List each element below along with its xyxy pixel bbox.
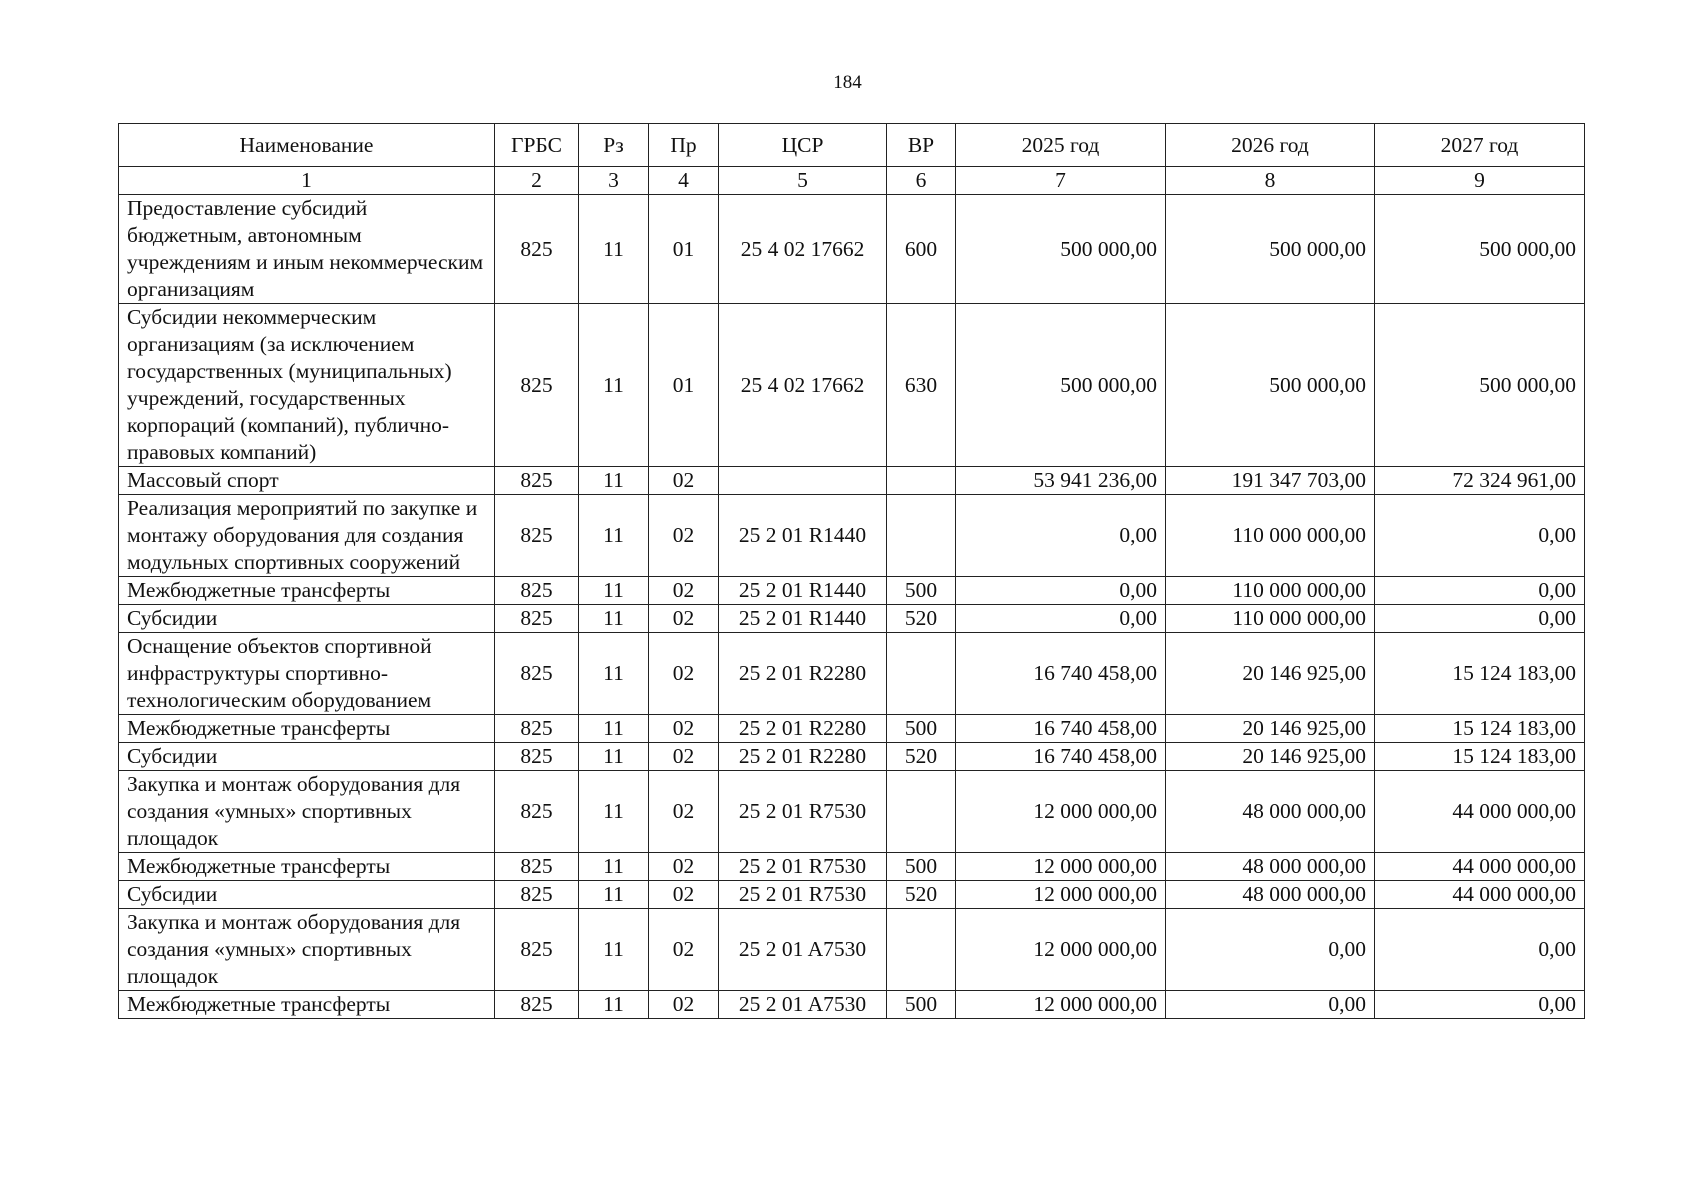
cell-name: Субсидии некоммерческим организациям (за исключением государственных (муниципальных) учреждений, государственных корпораций (компаний), публично-правовых компаний) — [119, 304, 495, 467]
cell-rz: 11 — [579, 909, 649, 991]
cell-vr: 520 — [887, 743, 956, 771]
cell-2027: 72 324 961,00 — [1375, 467, 1585, 495]
cell-2027: 0,00 — [1375, 495, 1585, 577]
column-number: 4 — [649, 167, 719, 195]
cell-vr — [887, 467, 956, 495]
cell-pr: 02 — [649, 771, 719, 853]
cell-2026: 20 146 925,00 — [1166, 715, 1375, 743]
cell-2027: 15 124 183,00 — [1375, 633, 1585, 715]
cell-2025: 12 000 000,00 — [956, 909, 1166, 991]
cell-rz: 11 — [579, 467, 649, 495]
cell-2026: 20 146 925,00 — [1166, 743, 1375, 771]
table-row — [119, 633, 1585, 715]
cell-2025: 500 000,00 — [956, 304, 1166, 467]
column-number: 1 — [119, 167, 495, 195]
cell-rz: 11 — [579, 195, 649, 304]
table-row — [119, 605, 1585, 633]
cell-pr: 02 — [649, 853, 719, 881]
table-row — [119, 195, 1585, 304]
cell-pr: 02 — [649, 495, 719, 577]
cell-vr: 500 — [887, 715, 956, 743]
cell-grbs: 825 — [495, 495, 579, 577]
column-number: 8 — [1166, 167, 1375, 195]
cell-csr: 25 2 01 R2280 — [719, 743, 887, 771]
cell-name: Реализация мероприятий по закупке и монтажу оборудования для создания модульных спортивных сооружений — [119, 495, 495, 577]
cell-2026: 110 000 000,00 — [1166, 605, 1375, 633]
cell-csr: 25 2 01 R2280 — [719, 715, 887, 743]
cell-2027: 15 124 183,00 — [1375, 743, 1585, 771]
cell-2027: 0,00 — [1375, 991, 1585, 1019]
cell-pr: 02 — [649, 881, 719, 909]
cell-csr — [719, 467, 887, 495]
column-number: 7 — [956, 167, 1166, 195]
cell-name: Закупка и монтаж оборудования для создания «умных» спортивных площадок — [119, 771, 495, 853]
header-row — [119, 124, 1585, 167]
table-row — [119, 909, 1585, 991]
cell-csr: 25 2 01 A7530 — [719, 909, 887, 991]
cell-2026: 500 000,00 — [1166, 195, 1375, 304]
cell-pr: 01 — [649, 304, 719, 467]
cell-grbs: 825 — [495, 633, 579, 715]
cell-rz: 11 — [579, 991, 649, 1019]
cell-vr: 500 — [887, 991, 956, 1019]
cell-grbs: 825 — [495, 909, 579, 991]
cell-rz: 11 — [579, 605, 649, 633]
cell-2026: 0,00 — [1166, 909, 1375, 991]
cell-2026: 191 347 703,00 — [1166, 467, 1375, 495]
table-row — [119, 715, 1585, 743]
header-vr: ВР — [887, 124, 956, 167]
table-row — [119, 743, 1585, 771]
column-number: 3 — [579, 167, 649, 195]
cell-pr: 02 — [649, 991, 719, 1019]
cell-csr: 25 2 01 R1440 — [719, 495, 887, 577]
table-row — [119, 881, 1585, 909]
cell-grbs: 825 — [495, 881, 579, 909]
cell-grbs: 825 — [495, 467, 579, 495]
cell-2027: 44 000 000,00 — [1375, 881, 1585, 909]
cell-pr: 01 — [649, 195, 719, 304]
cell-rz: 11 — [579, 715, 649, 743]
cell-2025: 0,00 — [956, 495, 1166, 577]
cell-rz: 11 — [579, 743, 649, 771]
cell-rz: 11 — [579, 633, 649, 715]
header-2026: 2026 год — [1166, 124, 1375, 167]
header-pr: Пр — [649, 124, 719, 167]
cell-csr: 25 4 02 17662 — [719, 195, 887, 304]
cell-pr: 02 — [649, 605, 719, 633]
table-row — [119, 467, 1585, 495]
cell-vr: 520 — [887, 605, 956, 633]
cell-csr: 25 2 01 R1440 — [719, 605, 887, 633]
cell-2026: 48 000 000,00 — [1166, 771, 1375, 853]
cell-name: Массовый спорт — [119, 467, 495, 495]
cell-rz: 11 — [579, 495, 649, 577]
table-body — [119, 167, 1585, 1019]
header-2027: 2027 год — [1375, 124, 1585, 167]
cell-2025: 0,00 — [956, 577, 1166, 605]
cell-pr: 02 — [649, 633, 719, 715]
header-grbs: ГРБС — [495, 124, 579, 167]
table-row — [119, 304, 1585, 467]
cell-2027: 500 000,00 — [1375, 304, 1585, 467]
cell-grbs: 825 — [495, 853, 579, 881]
cell-2025: 16 740 458,00 — [956, 633, 1166, 715]
cell-2025: 12 000 000,00 — [956, 881, 1166, 909]
table-row — [119, 495, 1585, 577]
column-number: 5 — [719, 167, 887, 195]
header-2025: 2025 год — [956, 124, 1166, 167]
cell-2027: 15 124 183,00 — [1375, 715, 1585, 743]
cell-vr — [887, 909, 956, 991]
column-number-row — [119, 167, 1585, 195]
cell-grbs: 825 — [495, 743, 579, 771]
cell-2026: 500 000,00 — [1166, 304, 1375, 467]
cell-pr: 02 — [649, 467, 719, 495]
header-csr: ЦСР — [719, 124, 887, 167]
cell-pr: 02 — [649, 715, 719, 743]
cell-vr: 630 — [887, 304, 956, 467]
cell-csr: 25 2 01 R7530 — [719, 771, 887, 853]
cell-2027: 44 000 000,00 — [1375, 771, 1585, 853]
table-row — [119, 853, 1585, 881]
cell-name: Оснащение объектов спортивной инфраструктуры спортивно-технологическим оборудованием — [119, 633, 495, 715]
cell-name: Субсидии — [119, 605, 495, 633]
cell-vr: 500 — [887, 853, 956, 881]
cell-grbs: 825 — [495, 195, 579, 304]
cell-csr: 25 2 01 A7530 — [719, 991, 887, 1019]
cell-rz: 11 — [579, 577, 649, 605]
cell-vr: 600 — [887, 195, 956, 304]
cell-vr — [887, 771, 956, 853]
table-row — [119, 991, 1585, 1019]
cell-2025: 12 000 000,00 — [956, 853, 1166, 881]
cell-pr: 02 — [649, 743, 719, 771]
table-row — [119, 577, 1585, 605]
cell-name: Межбюджетные трансферты — [119, 853, 495, 881]
header-rz: Рз — [579, 124, 649, 167]
table-row — [119, 771, 1585, 853]
cell-csr: 25 2 01 R7530 — [719, 853, 887, 881]
cell-2027: 0,00 — [1375, 577, 1585, 605]
cell-grbs: 825 — [495, 577, 579, 605]
cell-pr: 02 — [649, 909, 719, 991]
cell-2026: 110 000 000,00 — [1166, 495, 1375, 577]
budget-table — [118, 123, 1585, 1019]
cell-name: Субсидии — [119, 881, 495, 909]
cell-2026: 0,00 — [1166, 991, 1375, 1019]
column-number: 6 — [887, 167, 956, 195]
cell-2027: 0,00 — [1375, 605, 1585, 633]
cell-grbs: 825 — [495, 991, 579, 1019]
table-header — [119, 124, 1585, 167]
cell-csr: 25 2 01 R2280 — [719, 633, 887, 715]
cell-pr: 02 — [649, 577, 719, 605]
cell-2026: 110 000 000,00 — [1166, 577, 1375, 605]
cell-name: Субсидии — [119, 743, 495, 771]
cell-vr: 520 — [887, 881, 956, 909]
cell-2027: 0,00 — [1375, 909, 1585, 991]
header-name: Наименование — [119, 124, 495, 167]
cell-2026: 48 000 000,00 — [1166, 853, 1375, 881]
cell-name: Межбюджетные трансферты — [119, 715, 495, 743]
cell-vr — [887, 495, 956, 577]
cell-rz: 11 — [579, 881, 649, 909]
cell-2025: 53 941 236,00 — [956, 467, 1166, 495]
column-number: 9 — [1375, 167, 1585, 195]
cell-2025: 16 740 458,00 — [956, 715, 1166, 743]
page-number: 184 — [833, 72, 862, 93]
cell-grbs: 825 — [495, 715, 579, 743]
cell-vr — [887, 633, 956, 715]
cell-2026: 20 146 925,00 — [1166, 633, 1375, 715]
cell-grbs: 825 — [495, 605, 579, 633]
cell-name: Межбюджетные трансферты — [119, 577, 495, 605]
cell-rz: 11 — [579, 304, 649, 467]
cell-name: Предоставление субсидий бюджетным, автономным учреждениям и иным некоммерческим организациям — [119, 195, 495, 304]
cell-rz: 11 — [579, 771, 649, 853]
cell-name: Закупка и монтаж оборудования для создания «умных» спортивных площадок — [119, 909, 495, 991]
cell-grbs: 825 — [495, 304, 579, 467]
cell-2025: 12 000 000,00 — [956, 991, 1166, 1019]
cell-2027: 44 000 000,00 — [1375, 853, 1585, 881]
cell-2026: 48 000 000,00 — [1166, 881, 1375, 909]
cell-2025: 16 740 458,00 — [956, 743, 1166, 771]
cell-csr: 25 2 01 R7530 — [719, 881, 887, 909]
cell-2025: 500 000,00 — [956, 195, 1166, 304]
cell-name: Межбюджетные трансферты — [119, 991, 495, 1019]
cell-csr: 25 4 02 17662 — [719, 304, 887, 467]
cell-vr: 500 — [887, 577, 956, 605]
cell-2025: 0,00 — [956, 605, 1166, 633]
cell-grbs: 825 — [495, 771, 579, 853]
cell-rz: 11 — [579, 853, 649, 881]
cell-2025: 12 000 000,00 — [956, 771, 1166, 853]
cell-2027: 500 000,00 — [1375, 195, 1585, 304]
column-number: 2 — [495, 167, 579, 195]
cell-csr: 25 2 01 R1440 — [719, 577, 887, 605]
